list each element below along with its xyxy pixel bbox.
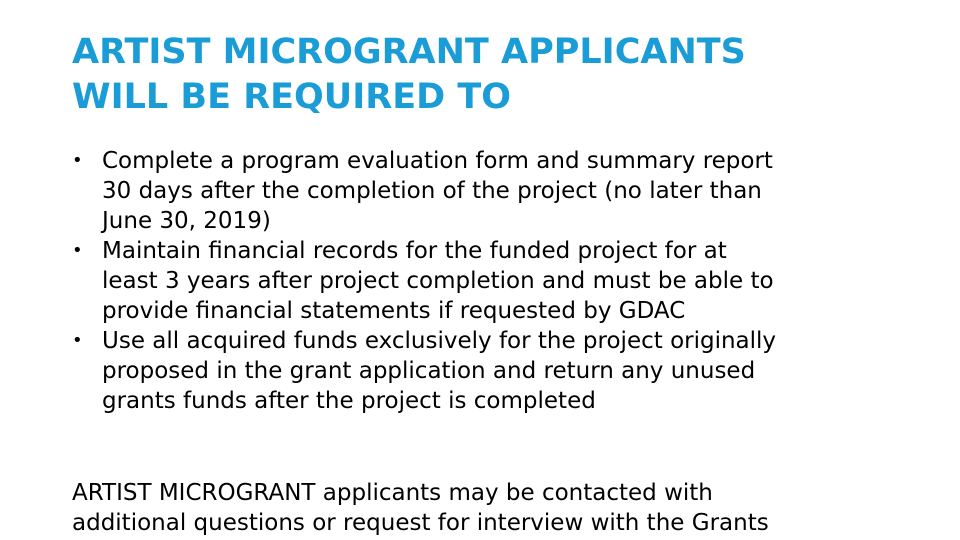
- bullet-text-line: provide financial statements if requested by GDAC: [102, 298, 686, 324]
- bullet-text-line: proposed in the grant application and return any unused: [102, 358, 756, 384]
- bullet-text-line: 30 days after the completion of the project (no later than: [102, 178, 762, 204]
- title-line-1: ARTIST MICROGRANT APPLICANTS: [72, 32, 746, 72]
- bullet-icon: •: [72, 240, 83, 261]
- bullet-text-line: Use all acquired funds exclusively for the project originally: [102, 328, 777, 354]
- bullet-icon: •: [72, 330, 83, 351]
- bullet-list: [72, 146, 902, 416]
- bullet-text-line: June 30, 2019): [102, 208, 271, 234]
- footer-paragraph: [72, 478, 952, 538]
- bullet-item-evaluation: [72, 146, 902, 236]
- bullet-item-funds-use: [72, 326, 902, 416]
- title-line-2: WILL BE REQUIRED TO: [72, 77, 511, 117]
- slide-title: [72, 30, 932, 120]
- bullet-item-financial-records: [72, 236, 902, 326]
- bullet-icon: •: [72, 150, 83, 171]
- bullet-text-line: least 3 years after project completion and must be able to: [102, 268, 774, 294]
- footer-line-2: additional questions or request for interview with the Grants: [72, 510, 769, 536]
- bullet-text-line: Maintain financial records for the funded project for at: [102, 238, 727, 264]
- bullet-text-line: Complete a program evaluation form and summary report: [102, 148, 773, 174]
- bullet-text-line: grants funds after the project is completed: [102, 388, 596, 414]
- footer-line-1: ARTIST MICROGRANT applicants may be contacted with: [72, 480, 713, 506]
